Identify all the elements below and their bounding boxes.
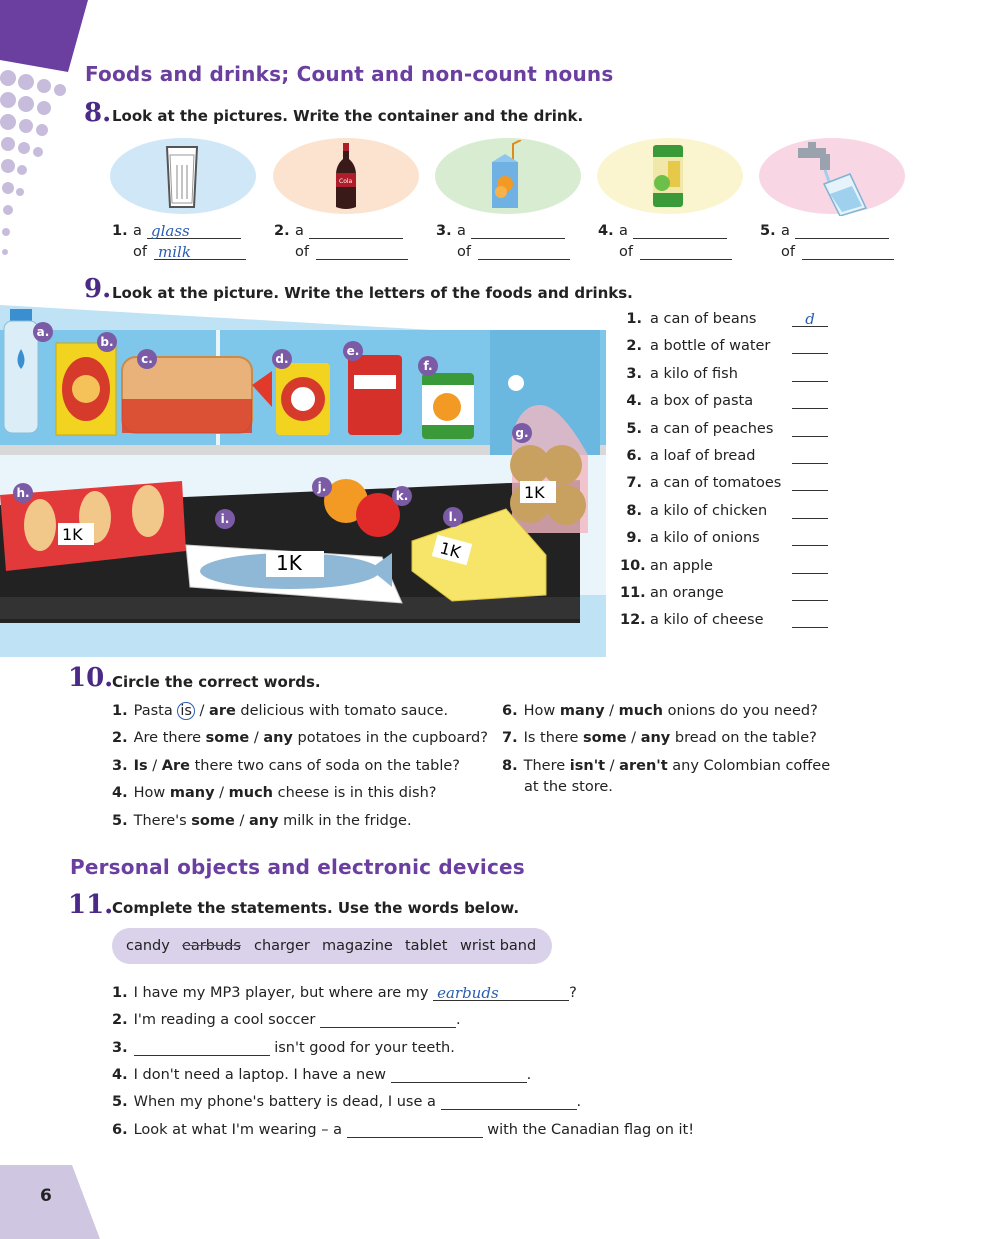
exercise-11-instruction: Complete the statements. Use the words below.: [112, 899, 520, 917]
ex10-separator: /: [234, 812, 249, 829]
ex10-option-2[interactable]: much: [228, 785, 273, 802]
food-letter-label: d.: [272, 349, 292, 369]
ex10-option-2[interactable]: much: [618, 703, 663, 719]
ex10-text-before: Are there: [133, 730, 206, 747]
exercise-10-instruction: Circle the correct words.: [112, 673, 321, 691]
ex11-sentence: [112, 1066, 531, 1083]
ex8-drink-blank[interactable]: milk: [154, 243, 246, 260]
ex8-container-blank[interactable]: [633, 222, 727, 239]
ex9-answer-blank[interactable]: [792, 447, 828, 464]
cola-label: Cola: [339, 178, 353, 185]
ex9-item-text: a can of peaches: [650, 420, 774, 437]
ex9-item-number: 6.: [626, 448, 642, 464]
food-letter-label: h.: [13, 483, 33, 503]
ex9-item-number: 11.: [620, 585, 646, 601]
ex8-article: a: [781, 223, 790, 239]
ex11-answer-blank[interactable]: [347, 1121, 483, 1138]
ex8-article: a: [619, 223, 628, 239]
ex10-option-1[interactable]: is: [177, 702, 195, 720]
exercise-11-number: 11.: [68, 890, 114, 920]
ex9-item-text: a kilo of cheese: [650, 612, 764, 629]
ex9-item-number: 2.: [626, 338, 642, 355]
ex10-separator: /: [249, 730, 264, 747]
ex10-text-before: How: [523, 703, 560, 719]
ex8-item-number: 2.: [274, 223, 290, 239]
ex11-item-number: 3.: [112, 1039, 128, 1056]
ex10-item-number: 2.: [112, 730, 128, 747]
ex9-answer-blank[interactable]: [792, 529, 828, 546]
cola-bottle-icon: [334, 141, 358, 211]
word-bank-item: earbuds: [182, 938, 241, 954]
ex10-separator: /: [147, 757, 162, 774]
ex9-answer-blank[interactable]: [792, 584, 828, 601]
ex10-text-before: Is there: [523, 730, 584, 747]
exercise-9-number: 9.: [84, 274, 112, 304]
ex10-text-after: there two cans of soda on the table?: [189, 757, 460, 774]
ex8-of: of: [457, 244, 471, 260]
ex11-item-number: 2.: [112, 1012, 128, 1029]
ex11-sentence: [112, 1039, 455, 1056]
ex8-drink-blank[interactable]: [640, 243, 732, 260]
ex10-text-after: delicious with tomato sauce.: [235, 703, 449, 719]
section-title-foods: Foods and drinks; Count and non-count nouns: [85, 62, 614, 86]
ex8-drink-blank[interactable]: [316, 243, 408, 260]
ex10-option-1[interactable]: Is: [133, 757, 148, 774]
word-bank-item: tablet: [405, 938, 448, 954]
ex10-text-before: How: [133, 785, 170, 802]
chicken-weight-label: 1K: [62, 525, 83, 544]
ex9-item-text: a kilo of chicken: [650, 502, 768, 519]
ex9-item-number: 5.: [626, 420, 642, 437]
ex8-of: of: [781, 244, 795, 260]
ex10-option-1[interactable]: many: [169, 785, 215, 802]
page-number: 6: [40, 1186, 52, 1206]
ex8-item-number: 1.: [112, 223, 128, 239]
ex9-answer-blank[interactable]: [792, 420, 828, 437]
food-letter-label: b.: [97, 332, 117, 352]
glass-of-milk-icon: [164, 143, 200, 211]
food-letter-label: i.: [215, 509, 235, 529]
ex11-answer-blank[interactable]: [441, 1093, 577, 1110]
ex11-sentence: [112, 1093, 581, 1110]
ex11-text-before: When my phone's battery is dead, I use a: [133, 1094, 441, 1111]
ex11-item-number: 4.: [112, 1066, 128, 1083]
ex10-text-before: There: [523, 757, 570, 774]
ex10-sentence: [502, 758, 830, 774]
ex8-article: a: [295, 223, 304, 239]
ex10-text-after: potatoes in the cupboard?: [292, 730, 488, 747]
ex10-separator: /: [626, 730, 641, 747]
ex10-separator: /: [604, 703, 619, 719]
ex9-answer-blank[interactable]: [792, 611, 828, 628]
ex10-item-number: 8.: [502, 757, 518, 774]
ex11-item-number: 6.: [112, 1121, 128, 1138]
ex9-item-text: a bottle of water: [650, 338, 771, 355]
ex10-option-1[interactable]: some: [191, 812, 235, 829]
ex8-item-number: 4.: [598, 223, 614, 239]
ex10-text-after: milk in the fridge.: [278, 812, 412, 829]
ex8-article: a: [457, 223, 466, 239]
ex10-option-2[interactable]: aren't: [619, 757, 668, 774]
ex11-text-after: .: [576, 1094, 582, 1111]
ex11-item-number: 1.: [112, 985, 128, 1001]
ex10-option-2[interactable]: any: [640, 730, 671, 747]
ex9-answer-blank[interactable]: [792, 365, 828, 382]
food-letter-label: l.: [443, 507, 463, 527]
ex9-item-text: a can of beans: [650, 311, 757, 327]
ex9-item-number: 4.: [626, 393, 642, 410]
ex10-sentence: [112, 703, 448, 719]
ex8-of: of: [295, 244, 309, 260]
ex10-text-after: onions do you need?: [663, 703, 818, 719]
ex10-separator: /: [194, 703, 210, 719]
shop-counter-illustration: [0, 305, 610, 660]
ex10-item-number: 5.: [112, 812, 128, 829]
ex9-answer-blank[interactable]: [792, 502, 828, 519]
food-letter-label: k.: [392, 486, 412, 506]
ex8-item-number: 3.: [436, 223, 452, 239]
food-letter-label: e.: [343, 341, 363, 361]
ex8-container-blank[interactable]: [795, 222, 889, 239]
ex11-text-before: I have my MP3 player, but where are my: [133, 985, 434, 1001]
ex11-text-after: .: [526, 1066, 532, 1083]
ex10-option-1[interactable]: many: [559, 703, 605, 719]
fish-weight-label: 1K: [276, 551, 302, 575]
ex9-item-number: 12.: [620, 612, 646, 629]
ex8-article: a: [133, 223, 142, 239]
food-letter-label: c.: [137, 349, 157, 369]
ex10-text-after: cheese is in this dish?: [273, 785, 437, 802]
faucet-glass-icon: [790, 140, 870, 216]
ex10-sentence: [112, 785, 436, 801]
ex8-of: of: [619, 244, 633, 260]
ex9-answer-blank[interactable]: [792, 557, 828, 574]
ex10-text-after: bread on the table?: [670, 730, 817, 747]
ex9-item-number: 1.: [626, 311, 642, 327]
ex9-answer-blank[interactable]: [792, 474, 828, 491]
section-title-personal: Personal objects and electronic devices: [70, 855, 525, 879]
ex10-text-before: Pasta: [133, 703, 178, 719]
ex10-option-1[interactable]: some: [583, 730, 627, 747]
ex9-item-number: 3.: [626, 365, 642, 382]
ex11-text-before: I'm reading a cool soccer: [133, 1012, 320, 1029]
ex9-item-text: a box of pasta: [650, 393, 754, 410]
food-letter-label: g.: [512, 423, 532, 443]
ex10-sentence: [112, 813, 412, 829]
word-bank-item: candy: [126, 938, 170, 954]
ex8-drink-blank[interactable]: [478, 243, 570, 260]
ex10-sentence: [112, 758, 460, 774]
ex9-item-text: a loaf of bread: [650, 448, 756, 464]
ex11-answer-blank[interactable]: [320, 1011, 456, 1028]
exercise-8-instruction: Look at the pictures. Write the container and the drink.: [112, 107, 584, 125]
ex8-of: of: [133, 244, 147, 260]
ex11-sentence: [112, 1121, 694, 1138]
exercise-8-number: 8.: [84, 98, 112, 128]
ex10-text-before: There's: [133, 812, 192, 829]
word-bank-item: wrist band: [460, 938, 537, 954]
ex10-option-2[interactable]: any: [263, 730, 293, 747]
ex9-item-number: 7.: [626, 475, 642, 492]
ex11-item-number: 5.: [112, 1094, 128, 1111]
ex9-item-text: a kilo of onions: [650, 530, 760, 547]
onions-weight-label: 1K: [524, 483, 545, 502]
ex9-item-number: 9.: [626, 530, 642, 547]
ex10-sentence: [502, 703, 818, 719]
ex8-item-number: 5.: [760, 223, 776, 239]
ex10-separator: /: [214, 785, 229, 802]
juice-can-icon: [650, 143, 686, 209]
ex9-item-text: a kilo of fish: [650, 365, 738, 382]
corner-decoration: [0, 0, 90, 290]
ex11-answer-blank[interactable]: earbuds: [433, 984, 569, 1001]
food-letter-label: a.: [33, 322, 53, 342]
ex11-text-after: isn't good for your teeth.: [269, 1039, 455, 1056]
ex8-container-blank[interactable]: [309, 222, 403, 239]
ex9-item-text: a can of tomatoes: [650, 475, 782, 492]
ex8-container-blank[interactable]: glass: [147, 222, 241, 239]
ex9-answer-blank[interactable]: [792, 337, 828, 354]
ex11-answer-blank[interactable]: [134, 1039, 270, 1056]
ex11-text-after: with the Canadian flag on it!: [482, 1121, 695, 1138]
ex11-sentence: [112, 1011, 461, 1028]
ex10-item-number: 3.: [112, 757, 128, 774]
ex10-option-1[interactable]: isn't: [569, 757, 606, 774]
ex10-item-number: 7.: [502, 730, 518, 747]
ex11-answer-blank[interactable]: [391, 1066, 527, 1083]
word-bank-item: charger: [254, 938, 310, 954]
ex10-text-after: any Colombian coffee: [667, 757, 831, 774]
ex11-text-before: Look at what I'm wearing – a: [133, 1121, 347, 1138]
ex10-sentence-continued: at the store.: [524, 778, 613, 795]
ex8-drink-blank[interactable]: [802, 243, 894, 260]
juice-carton-icon: [487, 140, 527, 212]
ex10-sentence: [112, 730, 488, 746]
ex9-item-text: an apple: [650, 557, 713, 574]
ex9-answer-blank[interactable]: d: [792, 310, 828, 327]
ex11-text-before: I don't need a laptop. I have a new: [133, 1066, 391, 1083]
ex10-option-2[interactable]: any: [248, 812, 279, 829]
ex10-option-2[interactable]: Are: [161, 757, 190, 774]
ex9-item-number: 10.: [620, 557, 646, 574]
ex10-option-2[interactable]: are: [209, 703, 236, 719]
ex11-text-after: .: [456, 1012, 461, 1029]
ex10-option-1[interactable]: some: [205, 730, 250, 747]
ex11-text-after: ?: [569, 985, 577, 1001]
cheese-weight-label: 1K: [437, 538, 463, 562]
ex10-separator: /: [605, 757, 620, 774]
exercise-10-number: 10.: [68, 663, 114, 693]
ex9-answer-blank[interactable]: [792, 392, 828, 409]
ex9-item-number: 8.: [626, 502, 642, 519]
ex9-item-text: an orange: [650, 585, 724, 601]
ex8-container-blank[interactable]: [471, 222, 565, 239]
word-bank-item: magazine: [322, 938, 393, 954]
ex10-sentence: [502, 730, 817, 746]
food-letter-label: j.: [312, 477, 332, 497]
exercise-9-instruction: Look at the picture. Write the letters of the foods and drinks.: [112, 284, 633, 302]
food-letter-label: f.: [418, 356, 438, 376]
ex11-sentence: [112, 984, 577, 1001]
ex10-item-number: 1.: [112, 703, 128, 719]
ex10-item-number: 6.: [502, 703, 518, 719]
ex10-item-number: 4.: [112, 785, 128, 802]
